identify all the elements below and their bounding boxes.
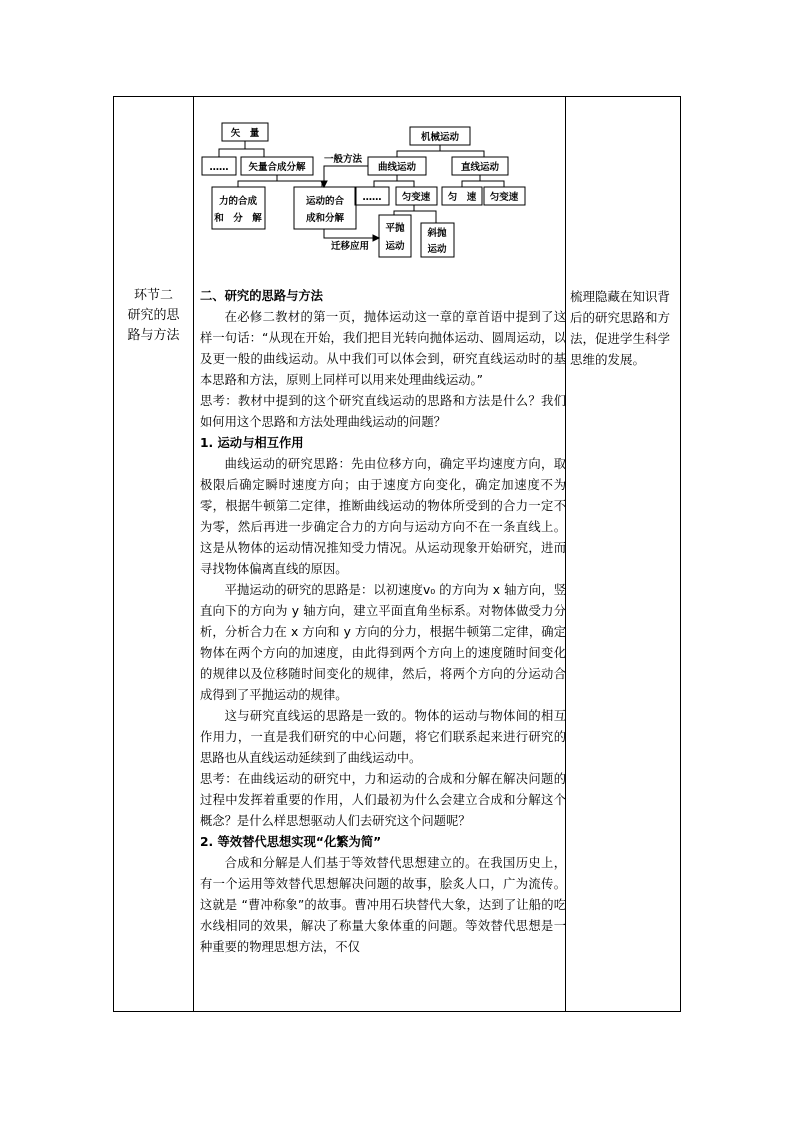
stage-label-line: 研究的思 (127, 308, 180, 323)
diagram-var-speed-2: 匀变速 (489, 192, 519, 203)
diagram-motion-compose-2: 成和分解 (305, 213, 345, 224)
intent-text: 展。 (620, 352, 646, 367)
diagram-dots-1: …… (209, 162, 229, 173)
intent-text: 路和方法，促进学 (570, 310, 671, 346)
diagram-general-method: 一般方法 (323, 154, 363, 165)
paragraph: 平抛运动的研究的思路是：以初速度v₀ 的方向为 x 轴方向，竖直向下的方向为 y 轴方向，建立平面直角坐标系。对物体做受力分析，分析合力在 x 方向和 y 方向的分力，根据牛顿第二定律，确定物体在两个方向的加速度，由此得到两个方向上的速度随时间变化的规律以及位移随时间变化的规律，然后，将两个方向的分运动合成得到了平抛运动的规律。 (200, 583, 566, 702)
diagram-transfer: 迁移应用 (330, 241, 370, 252)
section-heading: 二、研究的思路与方法 (200, 289, 323, 303)
question: 思考：在曲线运动的研究中，力和运动的合成和分解在解决问题的过程中发挥着重要的作用，人们最初为什么会建立合成和分解这个概念？是什么样思想驱动人们去研究这个问题呢？ (200, 772, 566, 828)
paragraph: 曲线运动的研究思路：先由位移方向，确定平均速度方向，取极限后确定瞬时速度方向；由于速度方向变化，确定加速度不为零，根据牛顿第二定律，推断曲线运动的物体所受到的合力一定不为零，然后再进一步确定合力的方向与运动方向不在一条直线上。这是从物体的运动情况推知受力情况。从运动现象开始研究，进而寻找物体偏离直线的原因。 (200, 457, 566, 576)
intent-cell (570, 286, 678, 370)
concept-diagram (114, 97, 682, 267)
question: 思考：教材中提到的这个研究直线运动的思路和方法是什么？我们如何用这个思路和方法处理曲线运动的问题？ (200, 394, 566, 429)
diagram-force-compose-1: 力的合成 (218, 196, 258, 207)
stage-label-line: 路与方法 (127, 328, 180, 343)
lesson-table (113, 96, 681, 1012)
intent-text: 生科学思维的发 (570, 331, 671, 367)
intent-text: 梳理隐藏在知 (570, 289, 646, 304)
diagram-curve-motion: 曲线运动 (377, 162, 417, 173)
diagram-dots-2: …… (362, 192, 382, 203)
stage-label-line: 环节二 (133, 288, 173, 303)
diagram-force-compose-2: 和 分 解 (214, 213, 262, 224)
diagram-motion-compose-1: 运动的合 (305, 196, 345, 207)
diagram-flat-throw-1: 平抛 (385, 223, 405, 234)
subsection-heading: 2. 等效替代思想实现“化繁为简” (200, 835, 382, 849)
paragraph: 这与研究直线运的思路是一致的。物体的运动与物体间的相互作用力，一直是我们研究的中心问题，将它们联系起来进行研究的思路也从直线运动延续到了曲线运动中。 (200, 709, 566, 765)
diagram-var-speed-1: 匀变速 (401, 192, 431, 203)
intent-text: 识背后的研究思 (570, 289, 671, 325)
main-content-cell (200, 286, 566, 958)
diagram-flat-throw-2: 运动 (385, 241, 405, 252)
diagram-line-motion: 直线运动 (460, 162, 500, 173)
diagram-vector: 矢 量 (230, 128, 260, 139)
stage-label-cell (114, 286, 193, 346)
diagram-oblique-2: 运动 (427, 244, 447, 255)
diagram-uniform: 匀 速 (447, 192, 477, 203)
paragraph: 合成和分解是人们基于等效替代思想建立的。在我国历史上，有一个运用等效替代思想解决问题的故事，脍炙人口，广为流传。这就是 “曹冲称象”的故事。曹冲用石块替代大象，达到了让船的吃水线相同的效果，解决了称量大象体重的问题。等效替代思想是一种重要的物理思想方法，不仅 (200, 856, 566, 954)
diagram-oblique-1: 斜抛 (427, 228, 447, 239)
subsection-heading: 1. 运动与相互作用 (200, 436, 304, 450)
diagram-vector-compose: 矢量合成分解 (248, 162, 306, 173)
diagram-mech-motion: 机械运动 (420, 132, 460, 143)
paragraph: 在必修二教材的第一页，抛体运动这一章的章首语中提到了这样一句话：“从现在开始，我们把目光转向抛体运动、圆周运动，以及更一般的曲线运动。从中我们可以体会到，研究直线运动时的基本思路和方法，原则上同样可以用来处理曲线运动。” (200, 310, 566, 387)
